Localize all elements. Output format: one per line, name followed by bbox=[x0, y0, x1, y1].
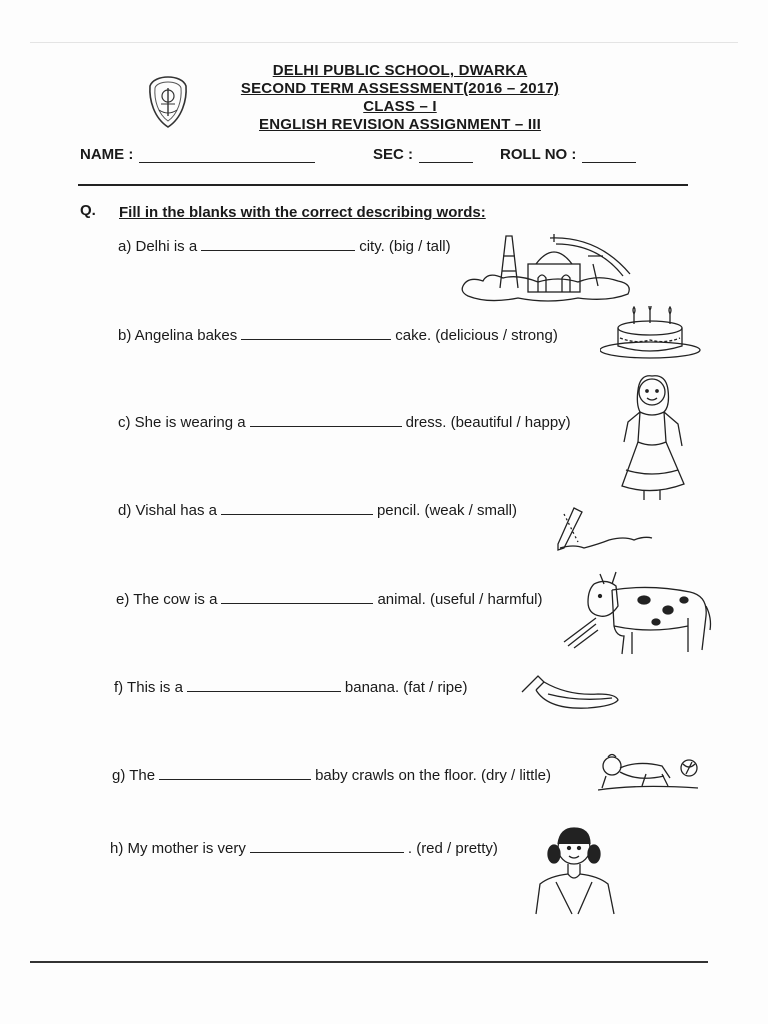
assignment-heading: ENGLISH REVISION ASSIGNMENT – III bbox=[259, 116, 541, 133]
item-suffix: animal. (useful / harmful) bbox=[377, 591, 543, 608]
girl-picture-icon bbox=[616, 372, 690, 502]
item-prefix: e) The cow is a bbox=[116, 591, 218, 608]
school-name-heading: DELHI PUBLIC SCHOOL, DWARKA bbox=[272, 62, 528, 79]
baby-picture-icon bbox=[598, 748, 702, 794]
answer-blank-a[interactable] bbox=[201, 238, 355, 251]
section-field bbox=[373, 146, 473, 163]
cow-picture-icon bbox=[560, 566, 716, 658]
question-number: Q. bbox=[80, 202, 96, 219]
question-instruction: Fill in the blanks with the correct describing words: bbox=[119, 204, 486, 221]
answer-blank-f[interactable] bbox=[187, 679, 341, 692]
mother-picture-icon bbox=[532, 822, 618, 918]
question-item-a bbox=[118, 238, 451, 255]
name-field bbox=[80, 146, 315, 163]
question-item-d bbox=[118, 502, 517, 519]
cake-picture-icon bbox=[600, 306, 706, 366]
sec-label: SEC : bbox=[373, 146, 414, 163]
answer-blank-b[interactable] bbox=[241, 327, 391, 340]
school-crest-logo bbox=[146, 74, 190, 130]
answer-blank-g[interactable] bbox=[159, 767, 311, 780]
item-suffix: . (red / pretty) bbox=[407, 840, 498, 857]
pencil-picture-icon bbox=[554, 504, 654, 554]
header-divider bbox=[78, 184, 688, 186]
item-prefix: g) The bbox=[112, 767, 156, 784]
item-suffix: dress. (beautiful / happy) bbox=[405, 414, 571, 431]
sec-blank[interactable] bbox=[419, 148, 473, 163]
item-prefix: a) Delhi is a bbox=[118, 238, 198, 255]
item-prefix: d) Vishal has a bbox=[118, 502, 217, 519]
answer-blank-e[interactable] bbox=[221, 591, 373, 604]
question-item-g bbox=[112, 767, 551, 784]
question-item-c bbox=[118, 414, 571, 431]
question-item-e bbox=[116, 591, 543, 608]
answer-blank-h[interactable] bbox=[250, 840, 404, 853]
city-picture-icon bbox=[458, 226, 638, 306]
item-suffix: cake. (delicious / strong) bbox=[395, 327, 558, 344]
answer-blank-c[interactable] bbox=[250, 414, 402, 427]
item-suffix: city. (big / tall) bbox=[359, 238, 451, 255]
banana-picture-icon bbox=[518, 670, 622, 718]
question-item-h bbox=[110, 840, 498, 857]
item-prefix: b) Angelina bakes bbox=[118, 327, 238, 344]
item-suffix: baby crawls on the floor. (dry / little) bbox=[315, 767, 552, 784]
item-prefix: c) She is wearing a bbox=[118, 414, 246, 431]
name-label: NAME : bbox=[80, 146, 134, 163]
item-prefix: f) This is a bbox=[114, 679, 183, 696]
name-blank[interactable] bbox=[139, 148, 315, 163]
roll-blank[interactable] bbox=[582, 148, 636, 163]
roll-label: ROLL NO : bbox=[500, 146, 577, 163]
assessment-heading: SECOND TERM ASSESSMENT(2016 – 2017) bbox=[240, 80, 560, 97]
bottom-divider bbox=[30, 961, 708, 963]
answer-blank-d[interactable] bbox=[221, 502, 373, 515]
scan-edge bbox=[30, 42, 738, 43]
item-prefix: h) My mother is very bbox=[110, 840, 246, 857]
item-suffix: banana. (fat / ripe) bbox=[344, 679, 468, 696]
item-suffix: pencil. (weak / small) bbox=[376, 502, 517, 519]
question-item-b bbox=[118, 327, 558, 344]
question-item-f bbox=[114, 679, 467, 696]
roll-number-field bbox=[500, 146, 636, 163]
class-heading: CLASS – I bbox=[363, 98, 437, 115]
